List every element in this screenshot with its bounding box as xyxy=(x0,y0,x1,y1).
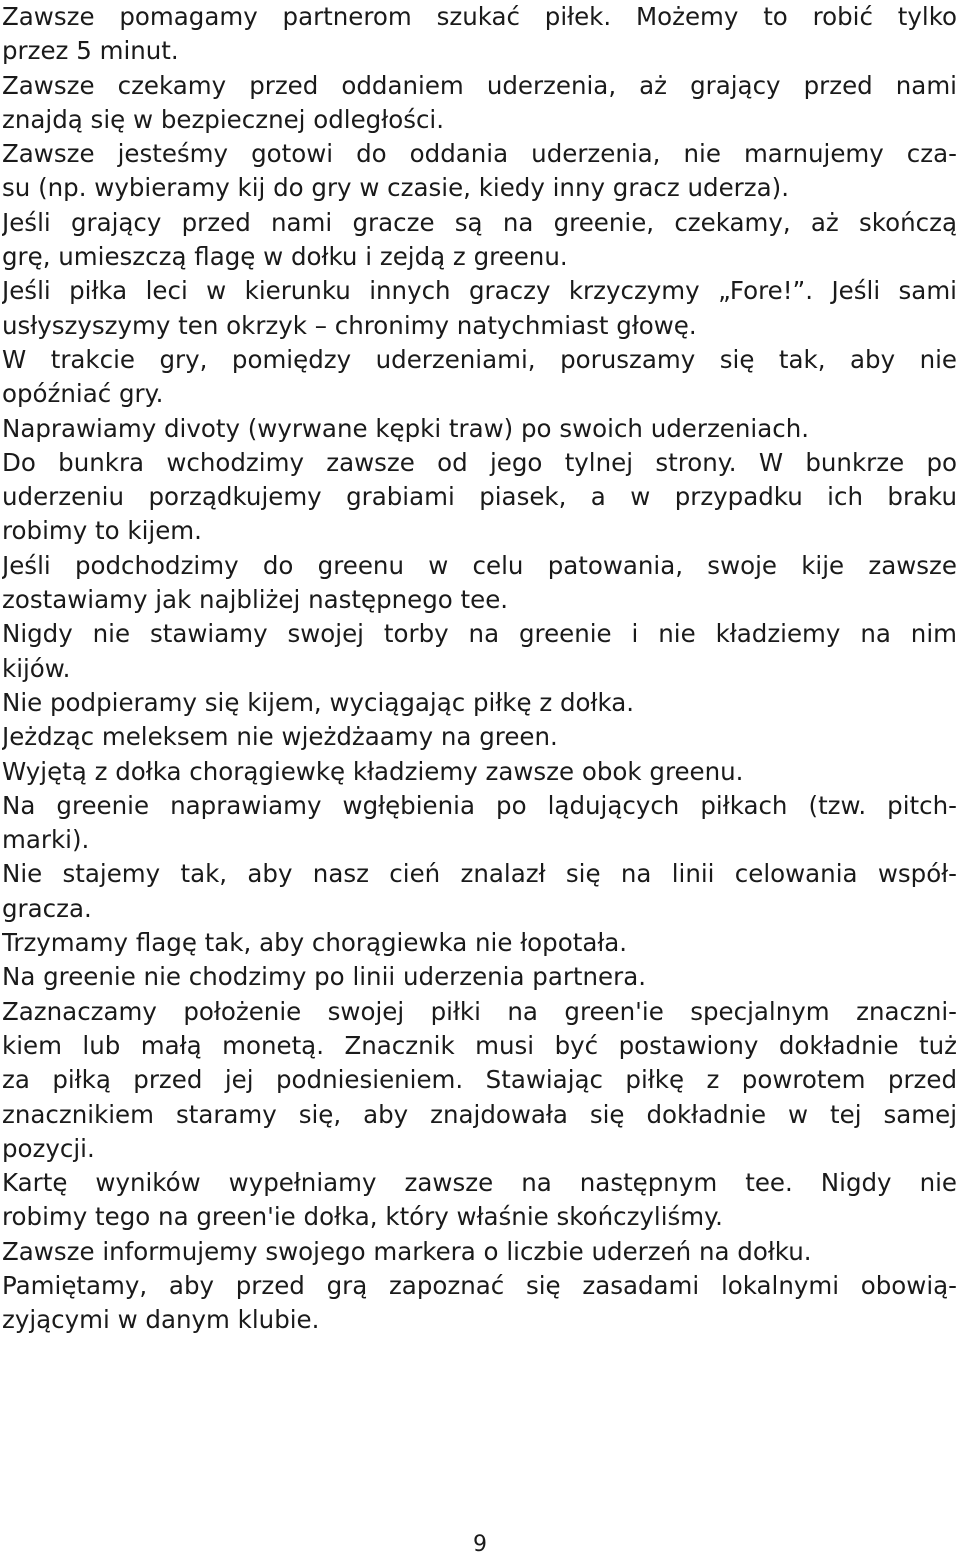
page-number: 9 xyxy=(473,1532,487,1557)
text-line: Nie podpieramy się kijem, wyciągając piłkę z dołka. xyxy=(2,687,635,717)
text-line: robimy to kijem. xyxy=(2,516,202,546)
text-line: Kartę wyników wypełniamy zawsze na następnym tee. Nigdy nie xyxy=(2,1168,957,1198)
text-line: znajdą się w bezpiecznej odległości. xyxy=(2,104,445,134)
text-line: marki). xyxy=(2,825,90,855)
text-line: znacznikiem staramy się, aby znajdowała się dokładnie w tej samej xyxy=(2,1099,957,1129)
text-line: Jeśli piłka leci w kierunku innych graczy krzyczymy „Fore!”. Jeśli sami xyxy=(2,276,957,306)
text-line: Jeśli grający przed nami gracze są na greenie, czekamy, aż skończą xyxy=(2,207,957,237)
text-line: Jeśli podchodzimy do greenu w celu patowania, swoje kije zawsze xyxy=(2,550,957,580)
text-line: Na greenie naprawiamy wgłębienia po lądujących piłkach (tzw. pitch- xyxy=(2,790,957,820)
text-line: Na greenie nie chodzimy po linii uderzenia partnera. xyxy=(2,962,646,992)
text-line: Zawsze czekamy przed oddaniem uderzenia, aż grający przed nami xyxy=(2,70,957,100)
body-text xyxy=(2,0,957,1338)
text-line: przez 5 minut. xyxy=(2,36,179,66)
text-line: kijów. xyxy=(2,653,71,683)
text-line: Trzymamy flagę tak, aby chorągiewka nie łopotała. xyxy=(2,928,628,958)
text-line: Zawsze pomagamy partnerom szukać piłek. Możemy to robić tylko xyxy=(2,2,957,31)
text-line: usłyszyszymy ten okrzyk – chronimy natychmiast głowę. xyxy=(2,310,697,340)
text-line: za piłką przed jej podniesieniem. Stawiając piłkę z powrotem przed xyxy=(2,1065,957,1095)
text-line: su (np. wybieramy kij do gry w czasie, kiedy inny gracz uderza). xyxy=(2,173,789,203)
text-line: Naprawiamy divoty (wyrwane kępki traw) po swoich uderzeniach. xyxy=(2,413,810,443)
text-line: opóźniać gry. xyxy=(2,379,164,409)
text-line: Zawsze informujemy swojego markera o liczbie uderzeń na dołku. xyxy=(2,1236,812,1266)
text-line: Do bunkra wchodzimy zawsze od jego tylnej strony. W bunkrze po xyxy=(2,447,957,477)
text-line: robimy tego na green'ie dołka, który właśnie skończyliśmy. xyxy=(2,1202,723,1232)
text-line: Jeżdząc meleksem nie wjeżdżaamy na green. xyxy=(2,722,558,752)
text-line: W trakcie gry, pomiędzy uderzeniami, poruszamy się tak, aby nie xyxy=(2,344,957,374)
text-line: pozycji. xyxy=(2,1133,95,1163)
text-line: Nigdy nie stawiamy swojej torby na greenie i nie kładziemy na nim xyxy=(2,619,957,649)
text-line: Zawsze jesteśmy gotowi do oddania uderzenia, nie marnujemy cza- xyxy=(2,139,957,169)
text-line: uderzeniu porządkujemy grabiami piasek, a w przypadku ich braku xyxy=(2,482,957,512)
text-line: grę, umieszczą flagę w dołku i zejdą z greenu. xyxy=(2,242,568,272)
text-line: gracza. xyxy=(2,893,92,923)
text-line: zostawiamy jak najbliżej następnego tee. xyxy=(2,585,509,615)
text-line: Pamiętamy, aby przed grą zapoznać się zasadami lokalnymi obowią- xyxy=(2,1270,957,1300)
text-line: Wyjętą z dołka chorągiewkę kładziemy zawsze obok greenu. xyxy=(2,756,744,786)
text-line: Zaznaczamy położenie swojej piłki na green'ie specjalnym znaczni- xyxy=(2,996,957,1026)
text-line: Nie stajemy tak, aby nasz cień znalazł się na linii celowania współ- xyxy=(2,859,957,889)
text-line: zyjącymi w danym klubie. xyxy=(2,1305,320,1335)
text-line: kiem lub małą monetą. Znacznik musi być postawiony dokładnie tuż xyxy=(2,1030,957,1060)
